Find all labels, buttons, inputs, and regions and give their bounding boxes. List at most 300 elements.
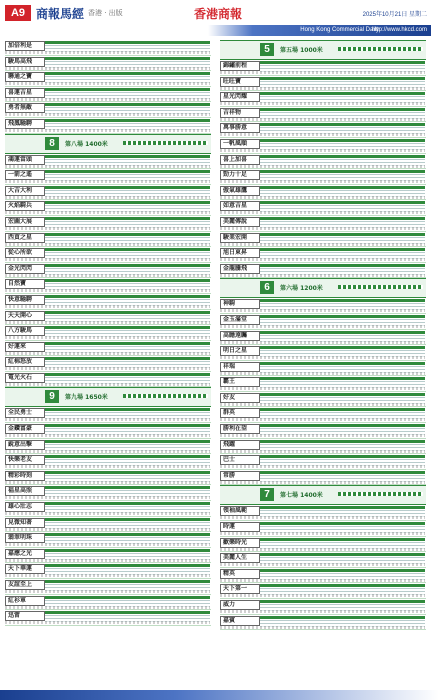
past-runs [220, 258, 425, 261]
horse-name: 吉祥物 [220, 108, 260, 118]
form-strip [260, 92, 425, 95]
horse-entry [220, 376, 426, 392]
form-strip [260, 393, 425, 396]
past-runs [5, 98, 210, 101]
past-runs [5, 383, 210, 386]
past-runs [5, 496, 210, 499]
footer-bar [0, 690, 439, 700]
horse-name: 天下第一 [220, 584, 260, 594]
past-runs [220, 387, 425, 390]
horse-name: 常勝 [220, 471, 260, 481]
horse-name: 喜上加喜 [220, 155, 260, 165]
race-info-bar [338, 47, 423, 51]
horse-name: 錦繡前程 [220, 61, 260, 71]
past-runs [5, 196, 210, 199]
horse-name: 精彩時刻 [5, 471, 45, 481]
form-strip [45, 311, 210, 314]
horse-name: 祥瑞 [220, 362, 260, 372]
horse-entry [5, 87, 211, 103]
horse-entry [5, 372, 211, 388]
form-strip [45, 357, 210, 360]
horse-entry [220, 247, 426, 263]
horse-name: 好運來 [5, 342, 45, 352]
horse-name: 勁力十足 [220, 170, 260, 180]
past-runs [5, 165, 210, 168]
race-number: 8 [45, 137, 59, 150]
form-strip [260, 201, 425, 204]
past-runs [5, 352, 210, 355]
website-url: http://www.hkcd.com [371, 27, 427, 33]
past-runs [5, 305, 210, 308]
horse-name: 金光閃閃 [5, 264, 45, 274]
race-header [220, 40, 426, 60]
horse-entry [5, 310, 211, 326]
form-strip [260, 471, 425, 474]
horse-entry [5, 169, 211, 185]
horse-name: 萬事勝意 [220, 123, 260, 133]
horse-entry [220, 232, 426, 248]
horse-name: 紅棉怒放 [5, 357, 45, 367]
form-strip [45, 119, 210, 122]
horse-name: 旭日東昇 [220, 248, 260, 258]
horse-entry [5, 532, 211, 548]
race-number: 5 [260, 43, 274, 56]
horse-name: 嘉應之光 [5, 549, 45, 559]
horse-entry [220, 537, 426, 553]
horse-entry [220, 216, 426, 232]
form-strip [45, 564, 210, 567]
form-strip [260, 123, 425, 126]
newspaper-logo [187, 4, 249, 22]
horse-entry [5, 470, 211, 486]
past-runs [5, 336, 210, 339]
horse-entry [5, 579, 211, 595]
form-strip [45, 264, 210, 267]
past-runs [220, 180, 425, 183]
horse-name: 駿馬高飛 [5, 57, 45, 67]
horse-name: 紅衫軍 [5, 596, 45, 606]
past-runs [220, 481, 425, 484]
horse-entry [220, 615, 426, 631]
form-strip [45, 408, 210, 411]
race-info-bar [338, 285, 423, 289]
past-runs [220, 418, 425, 421]
race-title: 第九場 1650米 [65, 394, 108, 402]
race-header [5, 134, 211, 154]
horse-name: 飛躍 [220, 440, 260, 450]
horse-entry [5, 216, 211, 232]
horse-entry [220, 314, 426, 330]
past-runs [220, 594, 425, 597]
past-runs [5, 543, 210, 546]
past-runs [5, 512, 210, 515]
form-strip [45, 373, 210, 376]
horse-entry [5, 341, 211, 357]
race-header [220, 485, 426, 505]
past-runs [5, 113, 210, 116]
horse-name: 西貢之星 [5, 233, 45, 243]
past-runs [220, 149, 425, 152]
form-strip [45, 279, 210, 282]
horse-name: 聯通之寶 [5, 72, 45, 82]
horse-name: 宏圖大展 [5, 217, 45, 227]
race-info-bar [123, 394, 208, 398]
horse-name: 福星高照 [5, 486, 45, 496]
horse-name: 見微知著 [5, 518, 45, 528]
horse-name: 雄心壯志 [5, 502, 45, 512]
horse-name: 一帆風順 [220, 139, 260, 149]
horse-name: 一箭之遙 [5, 170, 45, 180]
form-strip [45, 471, 210, 474]
past-runs [220, 227, 425, 230]
form-strip [260, 108, 425, 111]
form-strip [260, 424, 425, 427]
past-runs [220, 626, 425, 629]
horse-entry [5, 548, 211, 564]
horse-name: 金玉滿堂 [220, 315, 260, 325]
race-header [220, 278, 426, 298]
past-runs [220, 196, 425, 199]
horse-entry [220, 361, 426, 377]
race-number: 6 [260, 281, 274, 294]
horse-name: 八方駿馬 [5, 326, 45, 336]
horse-entry [5, 247, 211, 263]
form-strip [45, 248, 210, 251]
horse-entry [220, 439, 426, 455]
page-number-badge: A9 [5, 5, 31, 21]
past-runs [5, 559, 210, 562]
horse-name: 領袖風範 [220, 506, 260, 516]
past-runs [220, 118, 425, 121]
horse-name: 美麗傳說 [220, 217, 260, 227]
horse-entry [5, 563, 211, 579]
paper-english-name: Hong Kong Commercial Daily [300, 27, 379, 33]
horse-name: 巴士 [220, 455, 260, 465]
horse-entry [220, 185, 426, 201]
form-strip [260, 538, 425, 541]
horse-name: 傲氣雄鷹 [220, 186, 260, 196]
race-title: 第八場 1400米 [65, 140, 108, 148]
horse-name: 明日之星 [220, 346, 260, 356]
past-runs [220, 133, 425, 136]
section-title: 商報馬經 [36, 7, 85, 21]
page-header [0, 0, 439, 44]
form-strip [45, 486, 210, 489]
form-strip [260, 264, 425, 267]
form-strip [260, 569, 425, 572]
horse-entry [220, 122, 426, 138]
horse-entry [220, 263, 426, 279]
form-strip [260, 408, 425, 411]
horse-entry [5, 118, 211, 134]
race-info-bar [338, 492, 423, 496]
past-runs [220, 211, 425, 214]
past-runs [5, 418, 210, 421]
horse-name: 大吉大利 [5, 186, 45, 196]
form-strip [45, 186, 210, 189]
horse-entry [5, 40, 211, 56]
form-strip [260, 600, 425, 603]
form-strip [260, 155, 425, 158]
horse-name: 如意吉星 [220, 201, 260, 211]
horse-name: 好友 [220, 393, 260, 403]
form-strip [260, 186, 425, 189]
horse-entry [220, 330, 426, 346]
horse-entry [5, 610, 211, 626]
horse-name: 旺旺寶 [220, 77, 260, 87]
past-runs [220, 450, 425, 453]
past-runs [5, 51, 210, 54]
horse-entry [5, 325, 211, 341]
horse-name: 從心所欲 [5, 248, 45, 258]
horse-name: 迅雷 [5, 611, 45, 621]
past-runs [5, 465, 210, 468]
horse-name: 駿業宏開 [220, 233, 260, 243]
form-strip [260, 217, 425, 220]
form-strip [260, 170, 425, 173]
past-runs [220, 165, 425, 168]
form-strip [45, 533, 210, 536]
form-strip [45, 326, 210, 329]
horse-entry [220, 200, 426, 216]
past-runs [220, 579, 425, 582]
horse-entry [220, 505, 426, 521]
past-runs [220, 465, 425, 468]
horse-entry [5, 232, 211, 248]
past-runs [220, 356, 425, 359]
past-runs [220, 309, 425, 312]
form-strip [260, 362, 425, 365]
race-title: 第六場 1200米 [280, 285, 323, 293]
form-strip [45, 342, 210, 345]
horse-name: 星光閃耀 [220, 92, 260, 102]
horse-entry [220, 60, 426, 76]
form-strip [45, 217, 210, 220]
race-info-bar [123, 141, 208, 145]
form-strip [260, 553, 425, 556]
horse-entry [5, 200, 211, 216]
horse-entry [5, 56, 211, 72]
horse-entry [220, 138, 426, 154]
horse-name: 金鑽富豪 [5, 424, 45, 434]
horse-entry [220, 552, 426, 568]
horse-name: 電光火石 [5, 373, 45, 383]
horse-name: 金龍騰飛 [220, 264, 260, 274]
horse-entry [220, 345, 426, 361]
form-strip [45, 72, 210, 75]
form-strip [260, 299, 425, 302]
horse-entry [220, 392, 426, 408]
form-strip [260, 584, 425, 587]
horse-name: 友誼至上 [5, 580, 45, 590]
horse-entry [5, 485, 211, 501]
racing-columns [5, 40, 433, 685]
past-runs [5, 227, 210, 230]
horse-entry [5, 102, 211, 118]
past-runs [220, 87, 425, 90]
form-strip [45, 596, 210, 599]
form-strip [45, 201, 210, 204]
form-strip [45, 440, 210, 443]
horse-entry [220, 568, 426, 584]
horse-name: 快意馳騁 [5, 295, 45, 305]
form-strip [45, 549, 210, 552]
horse-name: 火焰騎兵 [5, 201, 45, 211]
form-strip [260, 61, 425, 64]
horse-entry [220, 91, 426, 107]
logo-text: 香港商報 [193, 7, 243, 21]
form-strip [260, 77, 425, 80]
past-runs [220, 341, 425, 344]
form-strip [260, 248, 425, 251]
form-strip [260, 522, 425, 525]
form-strip [260, 139, 425, 142]
horse-name: 自然寶 [5, 279, 45, 289]
horse-name: 勝利在望 [220, 424, 260, 434]
past-runs [5, 243, 210, 246]
form-strip [260, 346, 425, 349]
form-strip [45, 88, 210, 91]
horse-entry [220, 154, 426, 170]
form-strip [260, 315, 425, 318]
horse-entry [5, 517, 211, 533]
past-runs [5, 211, 210, 214]
past-runs [5, 82, 210, 85]
horse-name: 歡樂時光 [220, 538, 260, 548]
horse-entry [220, 407, 426, 423]
horse-name: 霸王 [220, 377, 260, 387]
form-strip [45, 170, 210, 173]
horse-entry [5, 595, 211, 611]
past-runs [220, 516, 425, 519]
race-title: 第五場 1000米 [280, 47, 323, 54]
horse-name: 威力 [220, 600, 260, 610]
horse-name: 銳意出擊 [5, 440, 45, 450]
horse-name: 神駒 [220, 299, 260, 309]
horse-entry [220, 583, 426, 599]
issue-date: 2025年10月21日 星期二 [362, 12, 427, 18]
form-strip [260, 377, 425, 380]
past-runs [220, 563, 425, 566]
past-runs [5, 258, 210, 261]
form-strip [45, 103, 210, 106]
past-runs [220, 71, 425, 74]
form-strip [260, 331, 425, 334]
horse-entry [220, 107, 426, 123]
past-runs [5, 321, 210, 324]
past-runs [5, 274, 210, 277]
race-header [5, 387, 211, 407]
past-runs [5, 367, 210, 370]
horse-entry [220, 521, 426, 537]
form-strip [260, 233, 425, 236]
horse-entry [220, 423, 426, 439]
form-strip [45, 233, 210, 236]
form-strip [45, 611, 210, 614]
horse-entry [5, 501, 211, 517]
form-strip [260, 506, 425, 509]
form-strip [45, 57, 210, 60]
horse-name: 加倍利是 [5, 41, 45, 51]
horse-name: 天天開心 [5, 311, 45, 321]
form-strip [45, 518, 210, 521]
horse-entry [220, 76, 426, 92]
horse-name: 鴻運當頭 [5, 155, 45, 165]
horse-entry [5, 263, 211, 279]
form-strip [45, 155, 210, 158]
past-runs [5, 621, 210, 624]
form-strip [260, 455, 425, 458]
past-runs [220, 243, 425, 246]
past-runs [220, 532, 425, 535]
horse-entry [5, 294, 211, 310]
horse-entry [5, 185, 211, 201]
past-runs [220, 274, 425, 277]
past-runs [220, 434, 425, 437]
form-strip [45, 502, 210, 505]
past-runs [5, 129, 210, 132]
horse-name: 天下華運 [5, 564, 45, 574]
horse-entry [5, 423, 211, 439]
past-runs [5, 606, 210, 609]
horse-name: 飛鳳馳騁 [5, 119, 45, 129]
horse-entry [5, 407, 211, 423]
horse-entry [5, 454, 211, 470]
past-runs [220, 610, 425, 613]
past-runs [220, 403, 425, 406]
horse-name: 群英 [220, 408, 260, 418]
past-runs [5, 528, 210, 531]
horse-entry [220, 599, 426, 615]
form-strip [260, 440, 425, 443]
horse-name: 精英 [220, 569, 260, 579]
horse-entry [220, 470, 426, 486]
horse-entry [5, 71, 211, 87]
horse-entry [5, 278, 211, 294]
form-strip [45, 41, 210, 44]
horse-name: 時運 [220, 522, 260, 532]
horse-entry [220, 454, 426, 470]
edition-label: 香港 · 出版 [88, 9, 123, 17]
horse-name: 喜運吉星 [5, 88, 45, 98]
horse-name: 嘉賓 [220, 616, 260, 626]
right-column [220, 40, 426, 685]
race-number: 9 [45, 390, 59, 403]
horse-name: 美麗人生 [220, 553, 260, 563]
past-runs [5, 180, 210, 183]
horse-entry [220, 298, 426, 314]
past-runs [5, 481, 210, 484]
horse-entry [5, 439, 211, 455]
past-runs [5, 450, 210, 453]
horse-entry [5, 356, 211, 372]
horse-name: 快樂老友 [5, 455, 45, 465]
horse-name: 勇者無敵 [5, 103, 45, 113]
past-runs [5, 67, 210, 70]
past-runs [220, 548, 425, 551]
past-runs [5, 434, 210, 437]
form-strip [260, 616, 425, 619]
past-runs [5, 574, 210, 577]
left-column [5, 40, 211, 685]
form-strip [45, 580, 210, 583]
past-runs [220, 102, 425, 105]
past-runs [5, 289, 210, 292]
horse-name: 全民勇士 [5, 408, 45, 418]
horse-entry [220, 169, 426, 185]
horse-name: 高瞻遠矚 [220, 331, 260, 341]
past-runs [220, 325, 425, 328]
